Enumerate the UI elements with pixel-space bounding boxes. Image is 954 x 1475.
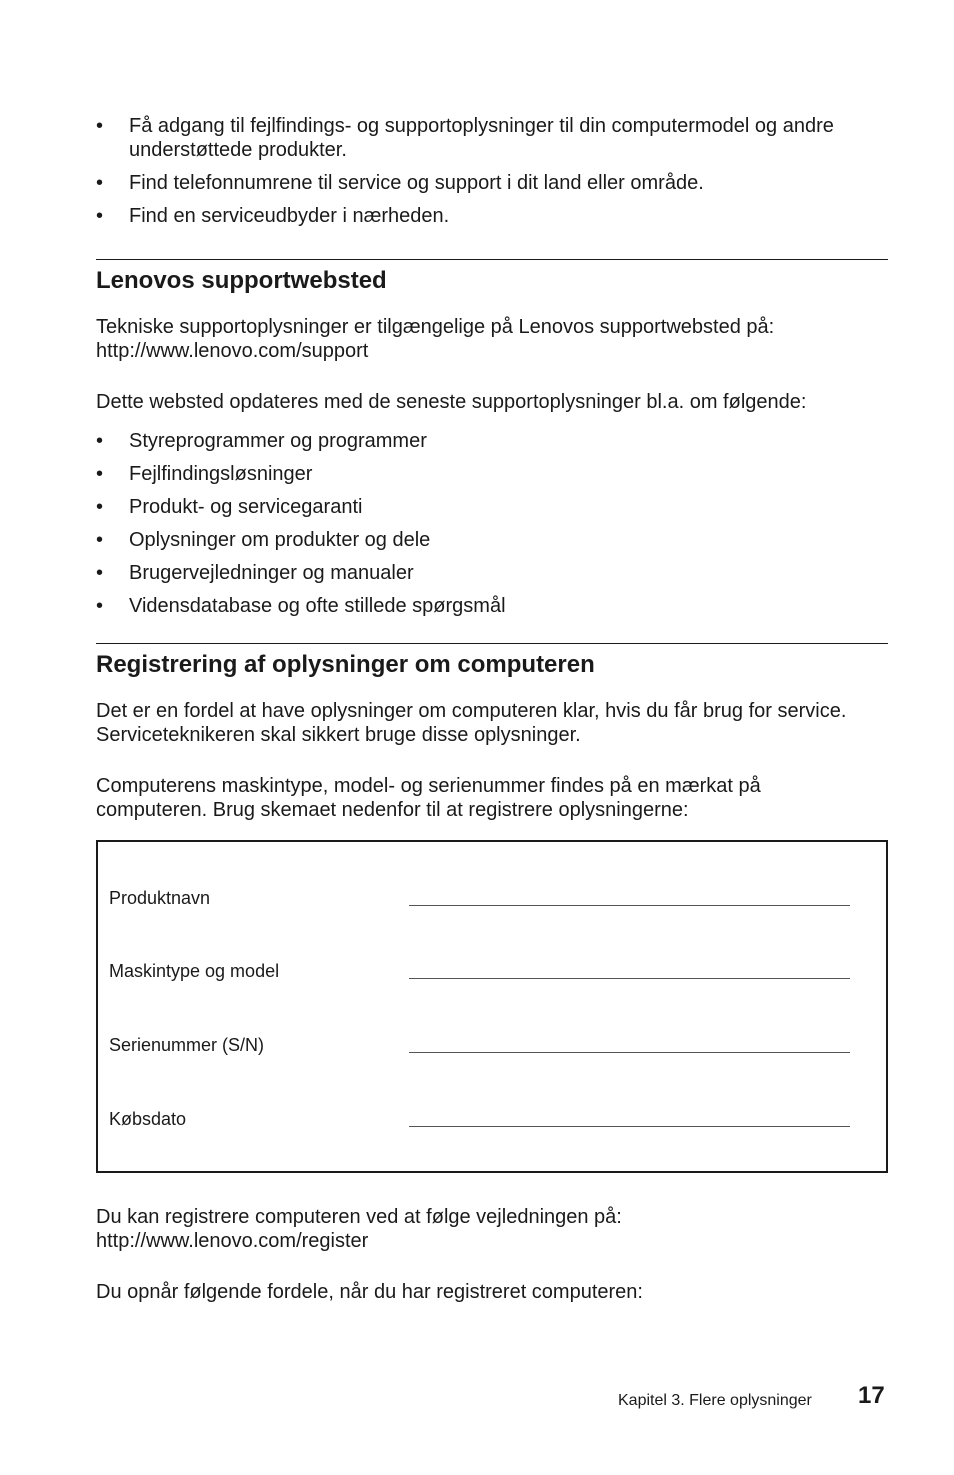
support-updates-text: Dette websted opdateres med de seneste supportoplysninger bl.a. om følgende: xyxy=(96,391,807,413)
registration-form-box xyxy=(96,840,888,1173)
section-heading: Lenovos supportwebsted xyxy=(96,267,387,294)
list-item xyxy=(96,114,888,162)
bullet-glyph: • xyxy=(96,595,104,617)
list-item-text: Brugervejledninger og manualer xyxy=(129,562,414,584)
list-item xyxy=(96,561,888,585)
form-row-purchase-date xyxy=(109,1107,869,1131)
list-item-text: Få adgang til fejlfindings- og supportoplysninger til din computermodel og andre understøttede produkter. xyxy=(129,115,834,161)
chapter-label: Kapitel 3. Flere oplysninger xyxy=(618,1392,812,1409)
list-item-text: Find en serviceudbyder i nærheden. xyxy=(129,205,450,227)
bullet-glyph: • xyxy=(96,562,104,584)
list-item xyxy=(96,462,888,486)
bullet-glyph: • xyxy=(96,115,104,137)
section-divider xyxy=(96,259,888,260)
support-topics-list xyxy=(96,429,888,618)
list-item xyxy=(96,594,888,618)
support-intro-text xyxy=(96,315,888,363)
form-label: Produktnavn xyxy=(109,888,211,908)
bullet-glyph: • xyxy=(96,430,104,452)
list-item-text: Oplysninger om produkter og dele xyxy=(129,529,431,551)
support-section xyxy=(96,259,888,627)
form-row-product-name xyxy=(109,886,869,910)
list-item-text: Vidensdatabase og ofte stillede spørgsmål xyxy=(129,595,506,617)
support-intro-line: Tekniske supportoplysninger er tilgængelige på Lenovos supportwebsted på: xyxy=(96,316,775,338)
section-heading: Registrering af oplysninger om computeren xyxy=(96,651,595,678)
list-item xyxy=(96,495,888,519)
register-benefits-text: Du opnår følgende fordele, når du har registreret computeren: xyxy=(96,1281,643,1303)
page-footer xyxy=(0,1384,954,1414)
list-item-text: Find telefonnumrene til service og support i dit land eller område. xyxy=(129,172,704,194)
registration-section xyxy=(96,643,888,822)
bullet-glyph: • xyxy=(96,205,104,227)
fill-in-line xyxy=(409,978,850,979)
bullet-glyph: • xyxy=(96,172,104,194)
bullet-glyph: • xyxy=(96,529,104,551)
form-label: Købsdato xyxy=(109,1109,187,1129)
registration-intro-text: Det er en fordel at have oplysninger om computeren klar, hvis du får brug for service. Serviceteknikeren skal sikkert bruge disse oplysninger. xyxy=(96,700,847,746)
list-item-text: Styreprogrammer og programmer xyxy=(129,430,427,452)
form-label: Serienummer (S/N) xyxy=(109,1035,265,1055)
register-url: http://www.lenovo.com/register xyxy=(96,1230,369,1252)
fill-in-line xyxy=(409,1126,850,1127)
form-row-machine-type xyxy=(109,959,869,983)
fill-in-line xyxy=(409,905,850,906)
list-item-text: Fejlfindingsløsninger xyxy=(129,463,313,485)
section-divider xyxy=(96,643,888,644)
registration-label-text: Computerens maskintype, model- og serienummer findes på en mærkat på computeren. Brug skemaet nedenfor til at registrere oplysningerne: xyxy=(96,775,761,821)
list-item xyxy=(96,429,888,453)
list-item xyxy=(96,171,888,195)
register-instructions-line: Du kan registrere computeren ved at følge vejledningen på: xyxy=(96,1206,622,1228)
list-item xyxy=(96,204,888,228)
form-row-serial-number xyxy=(109,1033,869,1057)
support-url: http://www.lenovo.com/support xyxy=(96,340,369,362)
list-item xyxy=(96,528,888,552)
page-number: 17 xyxy=(858,1382,885,1409)
bullet-glyph: • xyxy=(96,496,104,518)
registration-followup xyxy=(96,1205,888,1304)
intro-bullet-list xyxy=(96,114,888,237)
bullet-glyph: • xyxy=(96,463,104,485)
list-item-text: Produkt- og servicegaranti xyxy=(129,496,363,518)
register-instructions-text xyxy=(96,1205,888,1253)
fill-in-line xyxy=(409,1052,850,1053)
form-label: Maskintype og model xyxy=(109,961,280,981)
